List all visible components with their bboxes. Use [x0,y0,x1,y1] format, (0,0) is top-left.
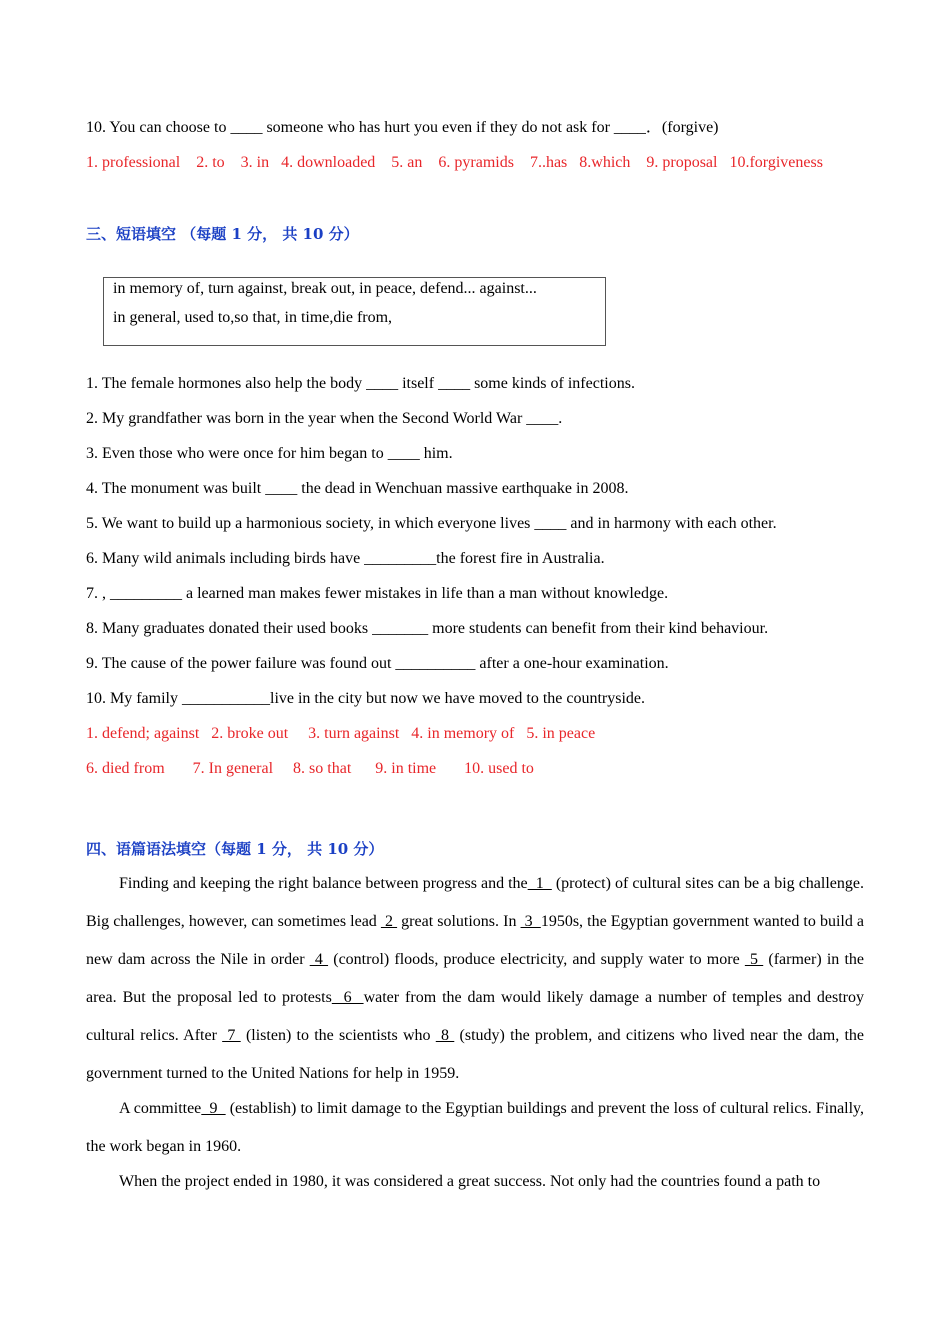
sec3-question-4: 4. The monument was built ____ the dead in Wenchuan massive earthquake in 2008. [86,480,629,497]
p1-text-1: Finding and keeping the right balance between progress and the [119,875,528,892]
phrase-bank-line-1: in memory of, turn against, break out, in peace, defend... against... [113,280,537,297]
sec3-answer-key-2: 6. died from 7. In general 8. so that 9. in time 10. used to [86,760,534,777]
p2-text-2: (establish) to limit damage to the Egyptian buildings and prevent the loss of cultural relics. Finally, the work began in 1960. [86,1100,865,1155]
sec3-answer-key-1: 1. defend; against 2. broke out 3. turn against 4. in memory of 5. in peace [86,725,596,742]
p2-text-1: A committee [119,1100,202,1117]
sec4-paragraph-3 [86,1163,864,1201]
blank-6: 6 [331,989,364,1006]
sec3-question-6: 6. Many wild animals including birds have _________the forest fire in Australia. [86,550,605,567]
sec3-question-9: 9. The cause of the power failure was found out __________ after a one-hour examination. [86,655,669,672]
p1-text-3: great solutions. In [397,913,521,930]
sec3-heading: 三、短语填空 （每题 1 分， 共 10 分） [86,225,359,243]
blank-7: 7 [222,1027,241,1044]
blank-3: 3 [520,913,541,930]
p1-text-5: (control) floods, produce electricity, and supply water to more [328,951,745,968]
blank-8: 8 [435,1027,455,1044]
p3-text-1: When the project ended in 1980, it was considered a great success. Not only had the countries found a path to [119,1173,821,1190]
p1-text-9: (study) the problem, and citizens who lived near the dam, the government turned to the United Nations for help in 1959. [86,1027,864,1082]
sec3-question-1: 1. The female hormones also help the body ____ itself ____ some kinds of infections. [86,375,635,392]
sec4-heading: 四、语篇语法填空（每题 1 分， 共 10 分） [86,840,384,858]
p1-text-8: (listen) to the scientists who [240,1027,436,1044]
sec3-question-8: 8. Many graduates donated their used books _______ more students can benefit from their kind behaviour. [86,620,769,637]
sec4-paragraph-1 [86,865,864,1093]
phrase-bank-box [103,277,606,346]
sec3-question-10: 10. My family ___________live in the city but now we have moved to the countryside. [86,690,646,707]
sec2-question-10: 10. You can choose to ____ someone who has hurt you even if they do not ask for ____．(forgive) [86,119,719,136]
p1-text-6: (farmer) in the area. But the proposal led to protests [86,951,865,1006]
blank-1: 1 [527,875,552,892]
p1-text-2: (protect) of cultural sites can be a big challenge. Big challenges, however, can sometimes lead [86,875,865,930]
blank-5: 5 [744,951,764,968]
sec3-question-2: 2. My grandfather was born in the year when the Second World War ____. [86,410,563,427]
blank-9: 9 [201,1100,226,1117]
blank-2: 2 [380,913,398,930]
phrase-bank-line-2: in general, used to,so that, in time,die from, [113,309,393,326]
blank-4: 4 [309,951,329,968]
p1-text-7: water from the dam would likely damage a number of temples and destroy cultural relics. After [86,989,865,1044]
sec2-answer-key: 1. professional 2. to 3. in 4. downloaded 5. an 6. pyramids 7..has 8.which 9. proposal 10.forgiveness [86,154,823,171]
sec3-question-3: 3. Even those who were once for him began to ____ him. [86,445,453,462]
sec3-question-7: 7. , _________ a learned man makes fewer mistakes in life than a man without knowledge. [86,585,669,602]
sec3-question-5: 5. We want to build up a harmonious society, in which everyone lives ____ and in harmony with each other. [86,515,777,532]
sec4-paragraph-2 [86,1090,864,1166]
p1-text-4: 1950s, the Egyptian government wanted to build a new dam across the Nile in order [86,913,865,968]
